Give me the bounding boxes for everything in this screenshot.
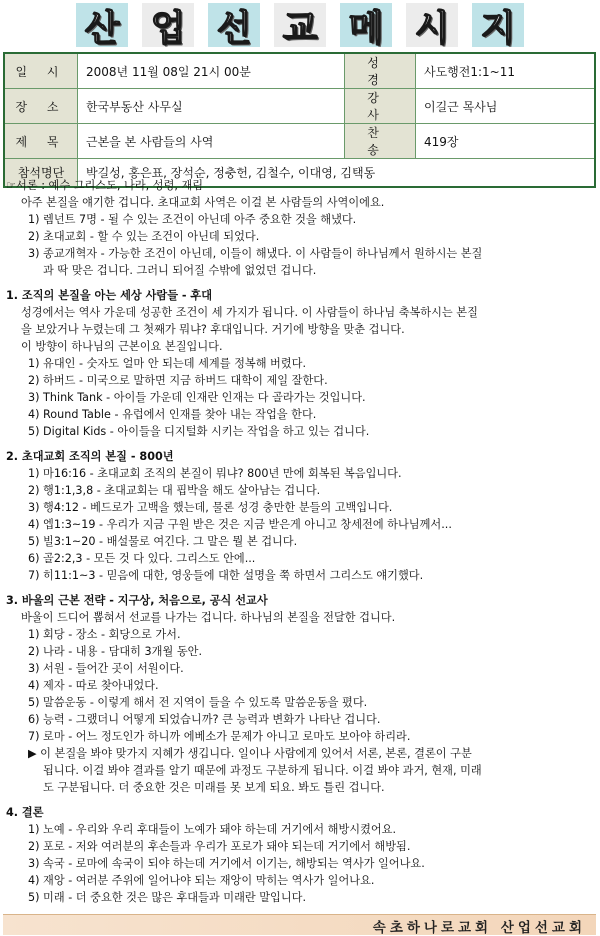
date-label: 일 시 bbox=[4, 53, 78, 89]
info-table bbox=[3, 52, 596, 188]
section-1-line: 3) Think Tank - 아이들 가운데 인재란 인재는 다 골라가는 것입니다. bbox=[28, 391, 366, 404]
intro-line: 과 딱 맞은 겁니다. 그러니 되어질 수밖에 없었던 겁니다. bbox=[43, 264, 317, 277]
title-char: 지 bbox=[472, 3, 524, 47]
section-2-line: 6) 골2:2,3 - 모든 것 다 있다. 그리스도 안에... bbox=[28, 552, 256, 565]
section-4-line: 2) 포로 - 저와 여러분의 후손들과 우리가 포로가 돼야 되는데 거기에서 해방됨. bbox=[28, 840, 411, 853]
footer-bar bbox=[3, 914, 596, 935]
sermon-content bbox=[6, 177, 594, 906]
section-2-line: 7) 히11:1~3 - 믿음에 대한, 영웅들에 대한 설명을 쭉 하면서 그리스도 얘기했다. bbox=[28, 569, 424, 582]
section-1-line: 성경에서는 역사 가운데 성공한 조건이 세 가지가 됩니다. 이 사람들이 하나님 축복하시는 본질 bbox=[21, 306, 478, 319]
title-char: 산 bbox=[76, 3, 128, 47]
section-3-line: 1) 회당 - 장소 - 회당으로 가서. bbox=[28, 628, 181, 641]
preacher-value: 이길근 목사님 bbox=[416, 89, 596, 124]
place-value: 한국부동산 사무실 bbox=[78, 89, 345, 124]
info-row-date bbox=[4, 53, 595, 89]
section-1-line: 5) Digital Kids - 아이들을 디지털화 시키는 작업을 하고 있는 겁니다. bbox=[28, 425, 370, 438]
title-char: 업 bbox=[142, 3, 194, 47]
hymn-label: 찬 송 bbox=[345, 124, 416, 159]
info-row-place bbox=[4, 89, 595, 124]
intro-line: 3) 종교개혁자 - 가능한 조건이 아닌데, 이들이 해냈다. 이 사람들이 하나님께서 원하시는 본질 bbox=[28, 247, 483, 260]
section-4-line: 3) 속국 - 로마에 속국이 되야 하는데 거기에서 이기는, 해방되는 역사가 일어나요. bbox=[28, 857, 425, 870]
section-1-line: 1) 유대인 - 숫자도 얼마 안 되는데 세계를 정복해 버렸다. bbox=[28, 357, 307, 370]
section-4-line: 4) 재앙 - 여러분 주위에 일어나야 되는 재앙이 막히는 역사가 일어나요. bbox=[28, 874, 375, 887]
section-1-title: 1. 조직의 본질을 아는 세상 사람들 - 후대 bbox=[6, 289, 213, 302]
section-2-line: 3) 행4:12 - 베드로가 고백을 했는데, 물론 성경 충만한 분들의 고백입니다. bbox=[28, 501, 393, 514]
place-label: 장 소 bbox=[4, 89, 78, 124]
section-1-line: 4) Round Table - 유럽에서 인재를 찾아 내는 작업을 한다. bbox=[28, 408, 317, 421]
scripture-value: 사도행전1:1~11 bbox=[416, 53, 596, 89]
section-2-line: 2) 행1:1,3,8 - 초대교회는 대 핍박을 해도 살아남는 겁니다. bbox=[28, 484, 321, 497]
section-3-line: 도 구분됩니다. 더 중요한 것은 미래를 못 보게 되요. 봐도 틀린 겁니다. bbox=[43, 781, 385, 794]
section-4-line: 5) 미래 - 더 중요한 것은 많은 후대들과 미래란 말입니다. bbox=[28, 891, 307, 904]
subject-label: 제 목 bbox=[4, 124, 78, 159]
section-3-line: 6) 능력 - 그랬더니 어떻게 되었습니까? 큰 능력과 변화가 나타난 겁니다. bbox=[28, 713, 381, 726]
title-char: 선 bbox=[208, 3, 260, 47]
section-2-line: 4) 엡1:3~19 - 우리가 지금 구원 받은 것은 지금 받은게 아니고 창세전에 하나님께서... bbox=[28, 518, 452, 531]
section-1-line: 을 보았거나 누렸는데 그 첫째가 뭐냐? 후대입니다. 거기에 방향을 맞춘 겁니다. bbox=[21, 323, 405, 336]
intro-line: 2) 초대교회 - 할 수 있는 조건이 아닌데 되었다. bbox=[28, 230, 260, 243]
section-4-line: 1) 노예 - 우리와 우리 후대들이 노예가 돼야 하는데 거기에서 해방시켰어요. bbox=[28, 823, 397, 836]
intro-line: 아주 본질을 얘기한 겁니다. 초대교회 사역은 이걸 본 사람들의 사역이에요. bbox=[21, 196, 385, 209]
section-3-line: 바울이 드디어 뽑혀서 선교를 나가는 겁니다. 하나님의 본질을 전달한 겁니다. bbox=[21, 611, 396, 624]
section-2-line: 1) 마16:16 - 초대교회 조직의 본질이 뭐냐? 800년 만에 회복된 복음입니다. bbox=[28, 467, 402, 480]
section-3-title: 3. 바울의 근본 전략 - 지구상, 처음으로, 공식 선교사 bbox=[6, 594, 268, 607]
intro-title: ☞서론 : 예수 그리스도, 나라, 성령, 재림 bbox=[6, 179, 204, 192]
title-char: 교 bbox=[274, 3, 326, 47]
section-3-line: 4) 제자 - 따로 찾아내었다. bbox=[28, 679, 159, 692]
section-2-line: 5) 빌3:1~20 - 배설물로 여긴다. 그 말은 뭘 본 겁니다. bbox=[28, 535, 298, 548]
section-2-title: 2. 초대교회 조직의 본질 - 800년 bbox=[6, 450, 174, 463]
title-char: 시 bbox=[406, 3, 458, 47]
section-1-line: 이 방향이 하나님의 근본이요 본질입니다. bbox=[21, 340, 223, 353]
info-row-subject bbox=[4, 124, 595, 159]
section-4-title: 4. 결론 bbox=[6, 806, 44, 819]
subject-value: 근본을 본 사람들의 사역 bbox=[78, 124, 345, 159]
hymn-value: 419장 bbox=[416, 124, 596, 159]
section-3-line: 2) 나라 - 내용 - 담대히 3개월 동안. bbox=[28, 645, 203, 658]
attendees-value: 박길성, 홍은표, 장석순, 정충헌, 김철수, 이대영, 김택동 bbox=[78, 159, 596, 188]
section-3-line: 됩니다. 이걸 봐야 결과를 알기 때문에 과정도 구분하게 됩니다. 이걸 봐야 과거, 현재, 미래 bbox=[43, 764, 482, 777]
section-3-line: 5) 말씀운동 - 이렇게 해서 전 지역이 들을 수 있도록 말씀운동을 폈다. bbox=[28, 696, 368, 709]
section-3-line: 3) 서원 - 들어간 곳이 서원이다. bbox=[28, 662, 184, 675]
preacher-label: 강 사 bbox=[345, 89, 416, 124]
footer-text: 속초하나로교회 산업선교회 bbox=[372, 920, 586, 936]
title-char: 메 bbox=[340, 3, 392, 47]
intro-line: 1) 렘넌트 7명 - 될 수 있는 조건이 아닌데 아주 중요한 것을 해냈다. bbox=[28, 213, 357, 226]
scripture-label: 성 경 bbox=[345, 53, 416, 89]
date-value: 2008년 11월 08일 21시 00분 bbox=[78, 53, 345, 89]
section-1-line: 2) 하버드 - 미국으로 말하면 지금 하버드 대학이 제일 잘한다. bbox=[28, 374, 328, 387]
attendees-label: 참석명단 bbox=[4, 159, 78, 188]
section-3-line: 7) 로마 - 어느 정도인가 하니까 에베소가 문제가 아니고 로마도 보아야 하리라. bbox=[28, 730, 411, 743]
page-title bbox=[0, 0, 600, 50]
section-3-line: ▶ 이 본질을 봐야 맞가지 지혜가 생깁니다. 일이나 사람에게 있어서 서론, 본론, 결론이 구분 bbox=[28, 747, 472, 760]
